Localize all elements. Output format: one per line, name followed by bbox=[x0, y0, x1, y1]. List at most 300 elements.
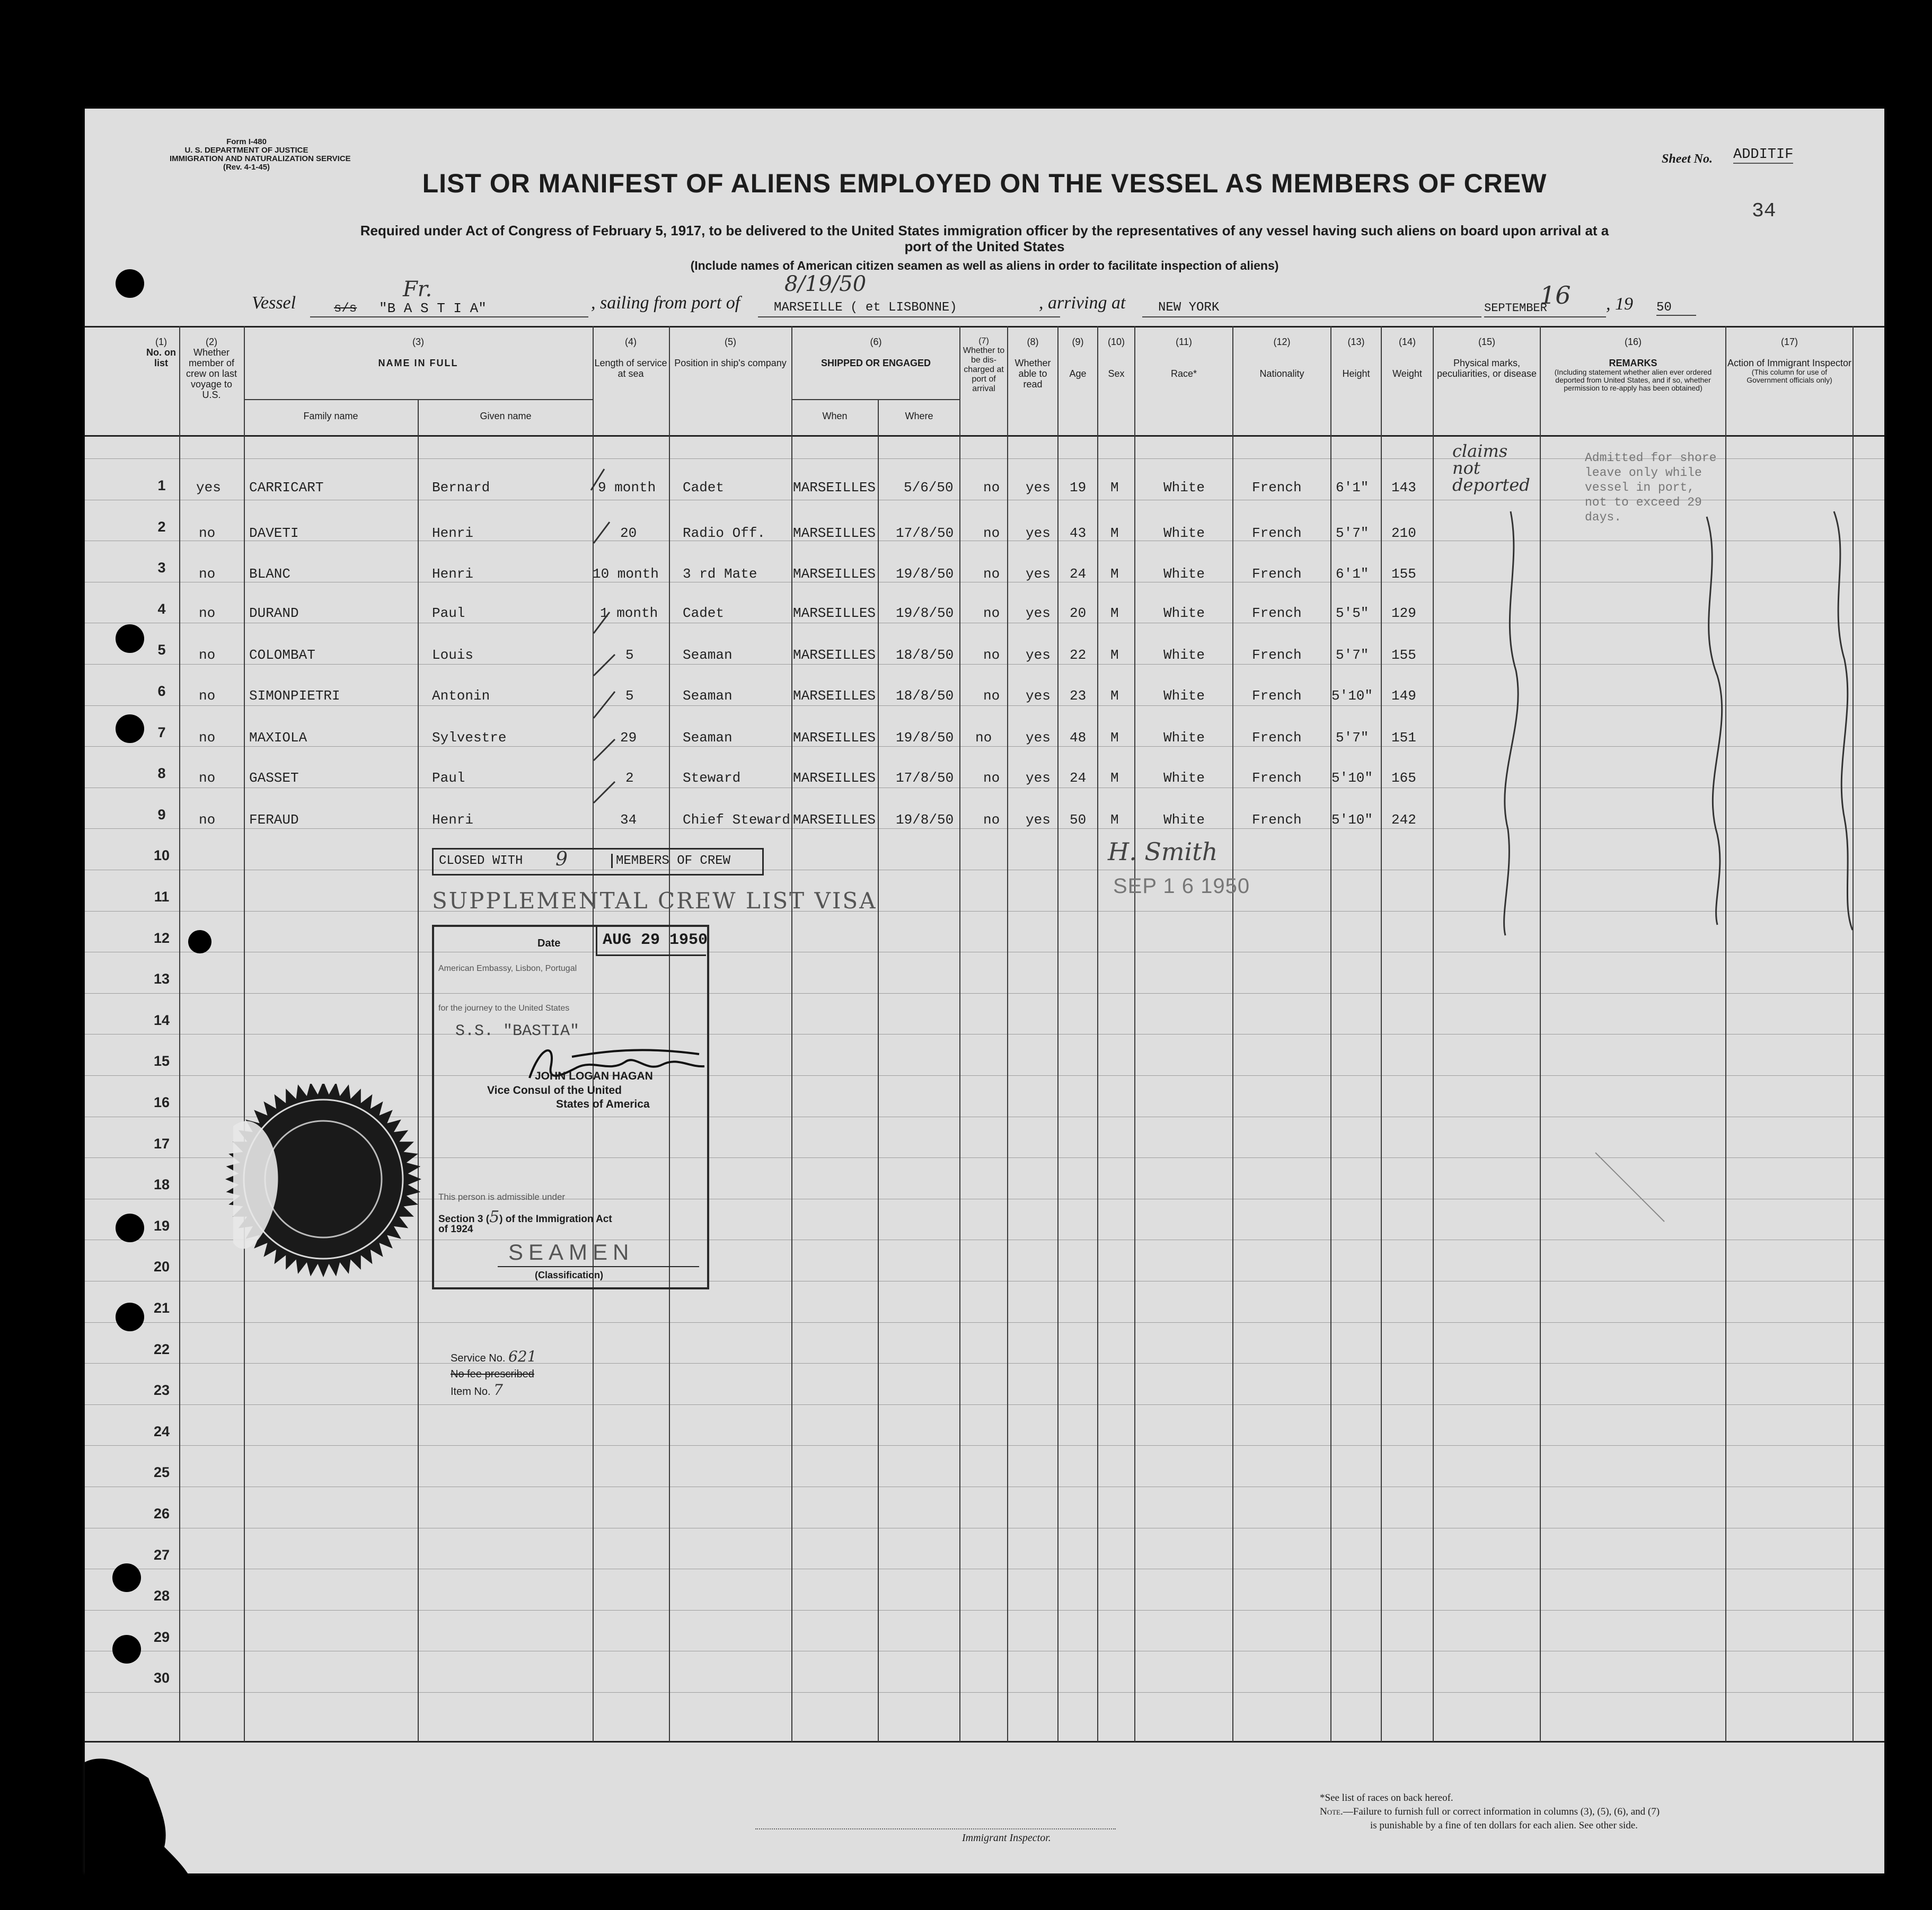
fee-stamp bbox=[451, 1349, 536, 1400]
shipped-where: 17/8/50 bbox=[896, 770, 954, 786]
row-rule bbox=[85, 1322, 1884, 1323]
col-divider bbox=[1097, 326, 1098, 1742]
discharged: no bbox=[983, 812, 1000, 828]
nationality: French bbox=[1252, 480, 1302, 496]
race: White bbox=[1163, 812, 1205, 828]
arriving-label: , arriving at bbox=[1039, 293, 1126, 313]
subtitle bbox=[138, 223, 1831, 254]
stray-mark bbox=[1590, 1147, 1696, 1232]
fee-no-fee: No fee prescribed bbox=[451, 1368, 534, 1380]
date-underline bbox=[1484, 316, 1606, 317]
age: 24 bbox=[1070, 566, 1087, 582]
col-6a-header: When bbox=[822, 411, 848, 421]
punch-hole bbox=[116, 714, 144, 743]
row-rule bbox=[85, 993, 1884, 994]
position: 3 rd Mate bbox=[683, 566, 757, 582]
position: Steward bbox=[683, 770, 741, 786]
given-name: Louis bbox=[432, 647, 474, 663]
given-name: Henri bbox=[432, 812, 474, 828]
col-11-header: (11) Race* bbox=[1170, 337, 1197, 379]
position: Seaman bbox=[683, 688, 733, 704]
sheet-value: ADDITIF bbox=[1733, 147, 1794, 163]
col-divider bbox=[791, 326, 792, 1742]
last-voyage: no bbox=[199, 688, 216, 704]
col-divider bbox=[1433, 326, 1434, 1742]
torn-corner bbox=[85, 1720, 276, 1879]
shipped-where: 18/8/50 bbox=[896, 688, 954, 704]
service-length: 10 month bbox=[593, 566, 659, 582]
name-subheader-rule bbox=[244, 399, 593, 400]
shipped-where: 19/8/50 bbox=[896, 566, 954, 582]
col-divider bbox=[1134, 326, 1135, 1742]
col-1-header: (1) No. on list bbox=[146, 337, 176, 368]
race: White bbox=[1163, 647, 1205, 663]
nationality: French bbox=[1252, 730, 1302, 746]
page-number: 34 bbox=[1752, 200, 1776, 223]
nationality: French bbox=[1252, 525, 1302, 541]
classification-rule bbox=[498, 1266, 699, 1267]
row-number: 25 bbox=[153, 1464, 170, 1480]
service-length: 29 bbox=[620, 730, 637, 746]
age: 50 bbox=[1070, 812, 1087, 828]
sex: M bbox=[1110, 688, 1119, 704]
col-5-header: (5) Position in ship's company bbox=[674, 337, 787, 368]
col-13-header: (13) Height bbox=[1342, 337, 1370, 379]
closed-with-label: CLOSED WITH bbox=[439, 854, 523, 868]
row-number: 17 bbox=[153, 1136, 170, 1152]
subtitle-line-2: port of the United States bbox=[904, 238, 1065, 254]
visa-admissible: This person is admissible under bbox=[438, 1192, 566, 1202]
consul-title-2: States of America bbox=[556, 1098, 650, 1110]
weight: 129 bbox=[1391, 605, 1416, 621]
row-rule bbox=[85, 1610, 1884, 1611]
row-number: 12 bbox=[153, 930, 170, 946]
fee-service-value: 621 bbox=[508, 1348, 537, 1365]
form-id-block bbox=[170, 137, 351, 172]
service-length: 34 bbox=[620, 812, 637, 828]
service-length: 5 bbox=[625, 688, 634, 704]
date-year: 50 bbox=[1656, 300, 1696, 316]
col-divider bbox=[179, 326, 180, 1742]
family-name: GASSET bbox=[249, 770, 299, 786]
age: 20 bbox=[1070, 605, 1087, 621]
row-rule bbox=[85, 1075, 1884, 1076]
able-to-read: yes bbox=[1026, 525, 1051, 541]
shipped-where: 17/8/50 bbox=[896, 525, 954, 541]
discharged: no bbox=[983, 688, 1000, 704]
shipped-where: 19/8/50 bbox=[896, 812, 954, 828]
given-name: Paul bbox=[432, 770, 465, 786]
closed-with-stamp bbox=[432, 848, 764, 876]
visa-journey: for the journey to the United States bbox=[438, 1004, 570, 1013]
able-to-read: yes bbox=[1026, 730, 1051, 746]
sailing-label: , sailing from port of bbox=[591, 293, 740, 313]
punch-hole bbox=[188, 930, 211, 953]
visa-classification-value: SEAMEN bbox=[508, 1240, 634, 1265]
consul-title-1: Vice Consul of the United bbox=[487, 1084, 622, 1097]
shipped-when: MARSEILLES bbox=[793, 566, 876, 582]
row-number: 14 bbox=[153, 1012, 170, 1028]
height: 5'10" bbox=[1331, 812, 1373, 828]
inspector-date-stamp: SEP 1 6 1950 bbox=[1113, 874, 1250, 898]
vessel-name: "B A S T I A" bbox=[379, 300, 487, 316]
tick-mark bbox=[594, 692, 615, 718]
row-number: 23 bbox=[153, 1382, 170, 1398]
able-to-read: yes bbox=[1026, 647, 1051, 663]
given-name: Bernard bbox=[432, 480, 490, 496]
weight: 242 bbox=[1391, 812, 1416, 828]
vessel-prefix: s/s bbox=[334, 302, 357, 316]
fee-item-label: Item No. bbox=[451, 1386, 491, 1398]
position: Cadet bbox=[683, 605, 725, 621]
position: Radio Off. bbox=[683, 525, 766, 541]
tick-mark bbox=[594, 655, 615, 676]
table-bottom-rule bbox=[85, 1741, 1884, 1743]
race: White bbox=[1163, 480, 1205, 496]
row-rule bbox=[85, 1445, 1884, 1446]
family-name: CARRICART bbox=[249, 480, 324, 496]
weight: 155 bbox=[1391, 566, 1416, 582]
height: 6'1" bbox=[1336, 566, 1369, 582]
height: 5'10" bbox=[1331, 688, 1373, 704]
nationality: French bbox=[1252, 647, 1302, 663]
position: Cadet bbox=[683, 480, 725, 496]
height: 5'10" bbox=[1331, 770, 1373, 786]
race: White bbox=[1163, 525, 1205, 541]
department: U. S. DEPARTMENT OF JUSTICE bbox=[184, 146, 308, 155]
visa-stamp bbox=[432, 925, 709, 1289]
row-number: 19 bbox=[153, 1218, 170, 1234]
fee-service-label: Service No. bbox=[451, 1352, 506, 1364]
shipped-when: MARSEILLES bbox=[793, 480, 876, 496]
inspector-label: Immigrant Inspector. bbox=[962, 1832, 1051, 1844]
height: 5'7" bbox=[1336, 525, 1369, 541]
fee-service bbox=[451, 1349, 536, 1366]
last-voyage: no bbox=[199, 770, 216, 786]
subtitle-note: (Include names of American citizen seamen as well as aliens in order to facilitate inspection of aliens) bbox=[690, 259, 1279, 272]
service-length: 9 month bbox=[598, 480, 656, 496]
punch-hole bbox=[116, 269, 144, 298]
service-name: IMMIGRATION AND NATURALIZATION SERVICE bbox=[170, 154, 351, 163]
closed-with-count: 9 bbox=[555, 848, 568, 870]
col-4-header: (4) Length of service at sea bbox=[594, 337, 667, 379]
visa-ship: S.S. "BASTIA" bbox=[455, 1022, 580, 1040]
shipped-when: MARSEILLES bbox=[793, 525, 876, 541]
col-17-header: (17) Action of Immigrant Inspector (This column for use of Government officials only) bbox=[1727, 337, 1852, 384]
subtitle-line-1: Required under Act of Congress of February 5, 1917, to be delivered to the United States immigration officer by the representatives of any vessel having such aliens on board upon arrival at a bbox=[360, 223, 1609, 238]
punch-hole bbox=[116, 1303, 144, 1331]
row-number: 30 bbox=[153, 1670, 170, 1686]
row-number: 21 bbox=[153, 1300, 170, 1316]
col-9-header: (9) Age bbox=[1069, 337, 1087, 379]
row-number: 27 bbox=[153, 1547, 170, 1563]
tick-mark bbox=[594, 612, 610, 633]
service-length: 1 month bbox=[600, 605, 658, 621]
race: White bbox=[1163, 566, 1205, 582]
family-name: DAVETI bbox=[249, 525, 299, 541]
table-top-rule bbox=[85, 326, 1884, 328]
supplemental-visa-note: SUPPLEMENTAL CREW LIST VISA bbox=[432, 888, 877, 914]
last-voyage: no bbox=[199, 525, 216, 541]
col-6-header: (6) SHIPPED OR ENGAGED bbox=[821, 337, 931, 368]
row-number: 28 bbox=[153, 1588, 170, 1604]
weight: 151 bbox=[1391, 730, 1416, 746]
form-number: Form I-480 bbox=[226, 137, 267, 146]
sex: M bbox=[1110, 525, 1119, 541]
date-year-prefix: , 19 bbox=[1606, 294, 1633, 314]
weight: 155 bbox=[1391, 647, 1416, 663]
row-number: 15 bbox=[153, 1053, 170, 1069]
consul-name: JOHN LOGAN HAGAN bbox=[535, 1070, 653, 1082]
col-divider bbox=[878, 399, 879, 1742]
col-3a-header: Family name bbox=[303, 411, 358, 421]
note-label: Note. bbox=[1320, 1806, 1343, 1817]
col-divider bbox=[1381, 326, 1382, 1742]
discharged: no bbox=[983, 647, 1000, 663]
visa-act-year: of 1924 bbox=[438, 1224, 473, 1235]
date-day: 16 bbox=[1540, 281, 1571, 310]
row-number: 11 bbox=[154, 889, 170, 905]
race: White bbox=[1163, 605, 1205, 621]
discharged: no bbox=[983, 770, 1000, 786]
punch-hole bbox=[116, 1214, 144, 1242]
given-name: Paul bbox=[432, 605, 465, 621]
age: 24 bbox=[1070, 770, 1087, 786]
weight: 149 bbox=[1391, 688, 1416, 704]
visa-date-value: AUG 29 1950 bbox=[603, 931, 708, 949]
row-rule bbox=[85, 1692, 1884, 1693]
row-number: 24 bbox=[153, 1423, 170, 1439]
col-3b-header: Given name bbox=[480, 411, 532, 421]
age: 22 bbox=[1070, 647, 1087, 663]
nationality: French bbox=[1252, 688, 1302, 704]
row-number: 2 bbox=[157, 519, 166, 535]
shipped-where: 19/8/50 bbox=[896, 605, 954, 621]
shipped-where: 19/8/50 bbox=[896, 730, 954, 746]
shipped-when: MARSEILLES bbox=[793, 812, 876, 828]
able-to-read: yes bbox=[1026, 480, 1051, 496]
discharged: no bbox=[983, 605, 1000, 621]
visa-embassy: American Embassy, Lisbon, Portugal bbox=[438, 964, 577, 973]
service-length: 2 bbox=[625, 770, 634, 786]
vessel-hand-note: Fr. bbox=[403, 277, 433, 302]
tick-mark bbox=[591, 469, 604, 490]
visa-section-suffix: ) of the Immigration Act bbox=[499, 1214, 612, 1225]
col-15-header: (15) Physical marks, peculiarities, or disease bbox=[1436, 337, 1537, 379]
tick-marks bbox=[562, 443, 647, 866]
col-12-header: (12) Nationality bbox=[1259, 337, 1304, 379]
fine-note bbox=[1320, 1805, 1660, 1819]
arriving-port: NEW YORK bbox=[1158, 300, 1220, 315]
family-name: COLOMBAT bbox=[249, 647, 315, 663]
sheet-label: Sheet No. bbox=[1662, 152, 1713, 166]
fee-item bbox=[451, 1382, 536, 1400]
age: 43 bbox=[1070, 525, 1087, 541]
sex: M bbox=[1110, 605, 1119, 621]
vessel-label: Vessel bbox=[252, 293, 296, 313]
given-name: Henri bbox=[432, 525, 474, 541]
sex: M bbox=[1110, 812, 1119, 828]
inspector-signature-line bbox=[755, 1828, 1116, 1829]
row-number: 1 bbox=[157, 478, 166, 493]
note-text-1: —Failure to furnish full or correct information in columns (3), (5), (6), and (7) bbox=[1343, 1806, 1660, 1817]
sailing-underline bbox=[758, 316, 1060, 317]
sex: M bbox=[1110, 730, 1119, 746]
punch-hole bbox=[112, 1563, 141, 1592]
shipped-when: MARSEILLES bbox=[793, 770, 876, 786]
nationality: French bbox=[1252, 812, 1302, 828]
family-name: SIMONPIETRI bbox=[249, 688, 340, 704]
row-number: 9 bbox=[157, 807, 166, 823]
col-divider bbox=[959, 326, 960, 1742]
table-header-rule bbox=[85, 435, 1884, 437]
shipped-when: MARSEILLES bbox=[793, 647, 876, 663]
family-name: DURAND bbox=[249, 605, 299, 621]
family-name: BLANC bbox=[249, 566, 291, 582]
shipped-when: MARSEILLES bbox=[793, 688, 876, 704]
row-number: 29 bbox=[153, 1629, 170, 1645]
shipped-when: MARSEILLES bbox=[793, 605, 876, 621]
visa-date-label: Date bbox=[537, 938, 561, 949]
nationality: French bbox=[1252, 605, 1302, 621]
remarks-text: Admitted for shore leave only while vessel in port, not to exceed 29 days. bbox=[1585, 451, 1717, 524]
position: Seaman bbox=[683, 647, 733, 663]
row-number: 6 bbox=[157, 683, 166, 699]
col-16-header: (16) REMARKS (Including statement whether alien ever ordered deported from United States, and if so, whether permission to re-apply has been obtained) bbox=[1554, 337, 1712, 392]
row-number: 18 bbox=[153, 1177, 170, 1192]
row-number: 4 bbox=[157, 601, 166, 617]
race: White bbox=[1163, 770, 1205, 786]
height: 6'1" bbox=[1336, 480, 1369, 496]
col-divider bbox=[418, 399, 419, 1742]
tick-mark bbox=[594, 782, 615, 803]
last-voyage: no bbox=[199, 647, 216, 663]
col-divider bbox=[244, 326, 245, 1742]
col-3-header: (3) NAME IN FULL bbox=[378, 337, 458, 368]
weight: 143 bbox=[1391, 480, 1416, 496]
revision: (Rev. 4-1-45) bbox=[223, 163, 270, 172]
row-number: 22 bbox=[153, 1341, 170, 1357]
col-2-header: (2) Whether member of crew on last voyage to U.S. bbox=[186, 337, 237, 400]
sex: M bbox=[1110, 566, 1119, 582]
discharged: no bbox=[983, 525, 1000, 541]
able-to-read: yes bbox=[1026, 770, 1051, 786]
col-7-header: (7) Whether to be dis-charged at port of arrival bbox=[963, 337, 1005, 393]
col-6b-header: Where bbox=[905, 411, 933, 421]
shipped-when: MARSEILLES bbox=[793, 730, 876, 746]
sailing-hand-date: 8/19/50 bbox=[784, 272, 867, 296]
ditto-mark bbox=[1707, 517, 1722, 925]
col-divider bbox=[1057, 326, 1058, 1742]
service-length: 20 bbox=[620, 525, 637, 541]
service-length: 5 bbox=[625, 647, 634, 663]
row-number: 7 bbox=[157, 724, 166, 740]
physical-marks-note: claims not deported bbox=[1452, 441, 1530, 495]
age: 48 bbox=[1070, 730, 1087, 746]
race: White bbox=[1163, 730, 1205, 746]
col-14-header: (14) Weight bbox=[1392, 337, 1422, 379]
shipped-where: 18/8/50 bbox=[896, 647, 954, 663]
race: White bbox=[1163, 688, 1205, 704]
height: 5'5" bbox=[1336, 605, 1369, 621]
row-number: 5 bbox=[157, 642, 166, 658]
last-voyage: no bbox=[199, 730, 216, 746]
date-month: SEPTEMBER bbox=[1484, 302, 1547, 315]
row-number: 26 bbox=[153, 1506, 170, 1522]
closed-with-suffix: MEMBERS OF CREW bbox=[611, 854, 730, 868]
last-voyage: no bbox=[199, 605, 216, 621]
visa-classification-label: (Classification) bbox=[535, 1270, 604, 1280]
position: Seaman bbox=[683, 730, 733, 746]
footer-notes bbox=[1320, 1791, 1660, 1833]
able-to-read: yes bbox=[1026, 812, 1051, 828]
manifest-sheet bbox=[85, 109, 1884, 1873]
col-8-header: (8) Whether able to read bbox=[1014, 337, 1051, 390]
tick-mark bbox=[594, 522, 610, 543]
row-number: 20 bbox=[153, 1259, 170, 1275]
height: 5'7" bbox=[1336, 730, 1369, 746]
family-name: MAXIOLA bbox=[249, 730, 307, 746]
col-divider bbox=[1232, 326, 1233, 1742]
given-name: Sylvestre bbox=[432, 730, 507, 746]
discharged: no bbox=[983, 480, 1000, 496]
shipped-subheader-rule bbox=[791, 399, 959, 400]
punch-hole bbox=[112, 1635, 141, 1664]
row-number: 3 bbox=[157, 560, 166, 576]
discharged: no bbox=[983, 566, 1000, 582]
races-note: *See list of races on back hereof. bbox=[1320, 1792, 1453, 1803]
row-number: 8 bbox=[157, 765, 166, 781]
visa-section-value: 5 bbox=[489, 1208, 500, 1226]
last-voyage: no bbox=[199, 812, 216, 828]
visa-section-prefix: Section 3 ( bbox=[438, 1214, 490, 1225]
punch-hole bbox=[116, 624, 144, 653]
col-10-header: (10) Sex bbox=[1107, 337, 1125, 379]
able-to-read: yes bbox=[1026, 566, 1051, 582]
shipped-where: 5/6/50 bbox=[904, 480, 954, 496]
arriving-underline bbox=[1142, 316, 1481, 317]
able-to-read: yes bbox=[1026, 688, 1051, 704]
given-name: Henri bbox=[432, 566, 474, 582]
page-title: LIST OR MANIFEST OF ALIENS EMPLOYED ON THE VESSEL AS MEMBERS OF CREW bbox=[422, 169, 1547, 198]
given-name: Antonin bbox=[432, 688, 490, 704]
sex: M bbox=[1110, 647, 1119, 663]
sex: M bbox=[1110, 770, 1119, 786]
nationality: French bbox=[1252, 566, 1302, 582]
col-divider bbox=[1330, 326, 1331, 1742]
embossed-seal-icon bbox=[212, 1084, 424, 1285]
ditto-mark bbox=[1834, 511, 1852, 930]
row-number: 10 bbox=[153, 847, 170, 863]
row-rule bbox=[85, 1363, 1884, 1364]
inspector-initials: H. Smith bbox=[1108, 837, 1218, 866]
ditto-squiggles bbox=[1463, 501, 1866, 946]
tick-mark bbox=[594, 739, 615, 761]
last-voyage: no bbox=[199, 566, 216, 582]
nationality: French bbox=[1252, 770, 1302, 786]
note-text-2: is punishable by a fine of ten dollars for each alien. See other side. bbox=[1370, 1820, 1638, 1831]
position: Chief Steward bbox=[683, 812, 790, 828]
age: 23 bbox=[1070, 688, 1087, 704]
sailing-port: MARSEILLE ( et LISBONNE) bbox=[774, 300, 957, 315]
age: 19 bbox=[1070, 480, 1087, 496]
last-voyage: yes bbox=[196, 480, 221, 496]
row-number: 16 bbox=[153, 1094, 170, 1110]
able-to-read: yes bbox=[1026, 605, 1051, 621]
weight: 210 bbox=[1391, 525, 1416, 541]
weight: 165 bbox=[1391, 770, 1416, 786]
height: 5'7" bbox=[1336, 647, 1369, 663]
